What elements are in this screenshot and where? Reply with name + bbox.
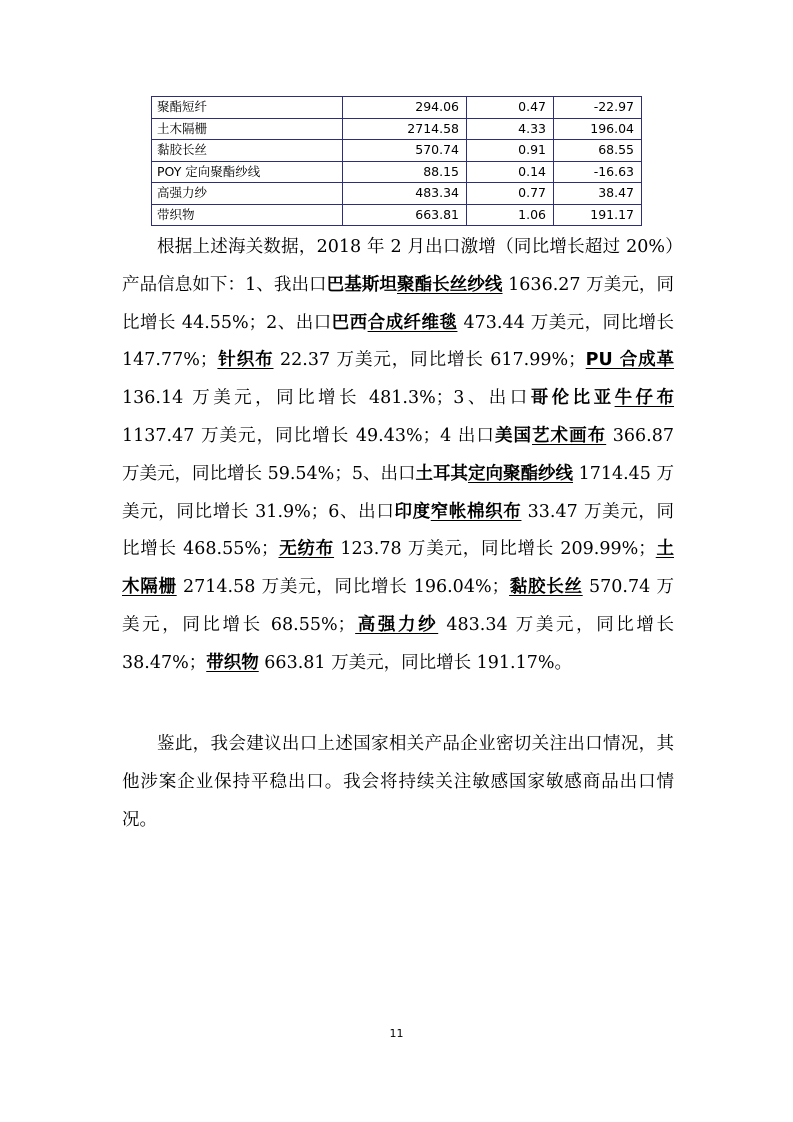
product-name-cell: POY 定向聚酯纱线 — [152, 161, 343, 183]
body-text: 123.78 万美元，同比增长 209.99%； — [334, 539, 656, 560]
export-value-cell: 570.74 — [343, 140, 467, 162]
product-name: 艺术画布 — [532, 425, 607, 446]
export-value-cell: 483.34 — [343, 183, 467, 205]
body-text: 根据上述海关数据，2018 年 2 月出口激增（同比增长超过 20%）产品信息如下：1、我出口 — [122, 237, 674, 295]
body-text: 366.87 万美元，同比增长 59.54%；5、出口 — [122, 425, 675, 484]
table-row — [152, 97, 642, 119]
page-number: 11 — [389, 1027, 404, 1040]
export-summary-paragraph — [122, 229, 674, 683]
product-name-cell: 土木隔栅 — [152, 118, 343, 140]
country-name: 美国 — [494, 425, 533, 446]
growth-cell: -16.63 — [554, 161, 642, 183]
product-name: 定向聚酯纱线 — [467, 463, 573, 484]
table-row — [152, 204, 642, 226]
product-name: 聚酯长丝纱线 — [397, 274, 503, 295]
product-name: 窄帐棉织布 — [430, 501, 522, 522]
export-value-cell: 88.15 — [343, 161, 467, 183]
share-cell: 0.47 — [467, 97, 554, 119]
share-cell: 0.14 — [467, 161, 554, 183]
product-name-cell: 高强力纱 — [152, 183, 343, 205]
product-name: 高强力纱 — [355, 614, 439, 635]
growth-cell: 196.04 — [554, 118, 642, 140]
share-cell: 0.91 — [467, 140, 554, 162]
share-cell: 1.06 — [467, 204, 554, 226]
product-name: 土木隔栅 — [122, 539, 674, 598]
product-name-cell: 带织物 — [152, 204, 343, 226]
body-text: 1714.45 万美元，同比增长 31.9%；6、出口 — [122, 463, 674, 522]
product-name: 无纺布 — [278, 539, 335, 560]
paragraph-text — [122, 229, 674, 683]
body-text: 473.44 万美元，同比增长 147.77%； — [122, 312, 675, 371]
product-name: PU 合成革 — [585, 350, 675, 371]
recommendation-paragraph — [122, 726, 674, 839]
export-value-cell: 663.81 — [343, 204, 467, 226]
body-text: 1636.27 万美元，同比增长 44.55%；2、出口 — [122, 274, 675, 333]
body-text: 136.14 万美元，同比增长 481.3%；3、出口 — [122, 388, 531, 409]
product-name-cell: 黏胶长丝 — [152, 140, 343, 162]
country-name: 巴西 — [331, 312, 368, 333]
body-text: 33.47 万美元，同比增长 468.55%； — [122, 501, 675, 560]
body-text: 22.37 万美元，同比增长 617.99%； — [273, 350, 586, 371]
growth-cell: 68.55 — [554, 140, 642, 162]
growth-cell: 38.47 — [554, 183, 642, 205]
table-row — [152, 183, 642, 205]
export-value-cell: 294.06 — [343, 97, 467, 119]
export-data-table — [151, 96, 642, 226]
product-name-cell: 聚酯短纤 — [152, 97, 343, 119]
body-text: 483.34 万美元，同比增长 38.47%； — [122, 614, 675, 673]
product-name: 黏胶长丝 — [509, 577, 583, 598]
product-name: 牛仔布 — [614, 388, 675, 409]
product-name: 带织物 — [206, 652, 259, 673]
country-name: 巴基斯坦 — [326, 274, 397, 295]
body-text: 1137.47 万美元，同比增长 49.43%；4 出口 — [122, 425, 495, 446]
product-name: 针织布 — [217, 350, 274, 371]
table-row — [152, 140, 642, 162]
body-text: 663.81 万美元，同比增长 191.17%。 — [258, 652, 573, 673]
body-text: 570.74 万美元，同比增长 68.55%； — [122, 577, 675, 635]
country-name: 土耳其 — [415, 463, 468, 484]
table-row — [152, 161, 642, 183]
body-text: 2714.58 万美元，同比增长 196.04%； — [176, 577, 510, 598]
country-name: 印度 — [394, 501, 431, 522]
share-cell: 4.33 — [467, 118, 554, 140]
growth-cell: 191.17 — [554, 204, 642, 226]
paragraph-text: 鉴此，我会建议出口上述国家相关产品企业密切关注出口情况，其他涉案企业保持平稳出口。我会将持续关注敏感国家敏感商品出口情况。 — [122, 734, 674, 830]
export-value-cell: 2714.58 — [343, 118, 467, 140]
growth-cell: -22.97 — [554, 97, 642, 119]
share-cell: 0.77 — [467, 183, 554, 205]
country-name: 哥伦比亚 — [530, 388, 615, 409]
product-name: 合成纤维毯 — [367, 312, 458, 333]
table-row — [152, 118, 642, 140]
